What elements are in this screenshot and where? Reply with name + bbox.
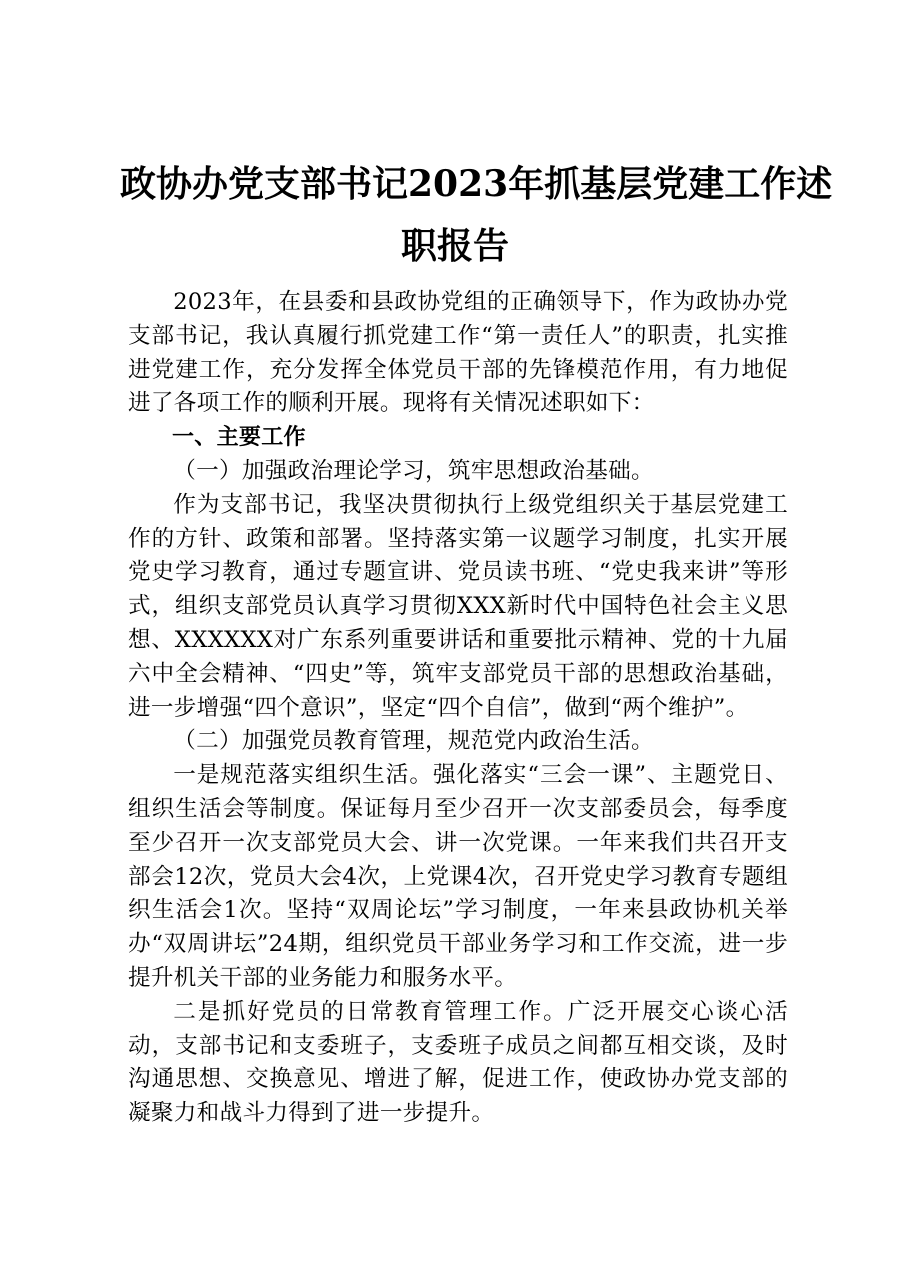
subsection-heading-1: （一）加强政治理论学习，筑牢思想政治基础。 — [173, 457, 654, 484]
section-heading-main-work: 一、主要工作 — [172, 425, 306, 451]
subsection-2-paragraph-2: 二是抓好党员的日常教育管理工作。广泛开展交心谈心活动，支部书记和支委班子，支委班子成员之间都互相交谈，及时沟通思想、交换意见、增进了解，促进工作，使政协办党支部的凝聚力和战斗力得到了进一步提升。 — [128, 998, 788, 1127]
document-title-line-1: 政协办党支部书记2023年抓基层党建工作述 — [120, 163, 833, 205]
document-body — [128, 286, 788, 1131]
subsection-1-paragraph: 作为支部书记，我坚决贯彻执行上级党组织关于基层党建工作的方针、政策和部署。坚持落实第一议题学习制度，扎实开展党史学习教育，通过专题宣讲、党员读书班、“党史我来讲”等形式，组织支部党员认真学习贯彻XXX新时代中国特色社会主义思想、XXXXXX对广东系列重要讲话和重要批示精神、党的十九届六中全会精神、“四史”等，筑牢支部党员干部的思想政治基础，进一步增强“四个意识”，坚定“四个自信”，做到“两个维护”。 — [128, 491, 788, 721]
subsection-2-paragraph-1: 一是规范落实组织生活。强化落实“三会一课”、主题党日、组织生活会等制度。保证每月至少召开一次支部委员会，每季度至少召开一次支部党员大会、讲一次党课。一年来我们共召开支部会12次，党员大会4次，上党课4次，召开党史学习教育专题组织生活会1次。坚持“双周论坛”学习制度，一年来县政协机关举办“双周讲坛”24期，组织党员干部业务学习和工作交流，进一步提升机关干部的业务能力和服务水平。 — [128, 762, 788, 991]
subsection-heading-2: （二）加强党员教育管理，规范党内政治生活。 — [173, 728, 654, 755]
intro-paragraph: 2023年，在县委和县政协党组的正确领导下，作为政协办党支部书记，我认真履行抓党建工作“第一责任人”的职责，扎实推进党建工作，充分发挥全体党员干部的先锋模范作用，有力地促进了各项工作的顺利开展。现将有关情况述职如下： — [128, 289, 788, 417]
document-title-line-2: 职报告 — [400, 225, 509, 267]
